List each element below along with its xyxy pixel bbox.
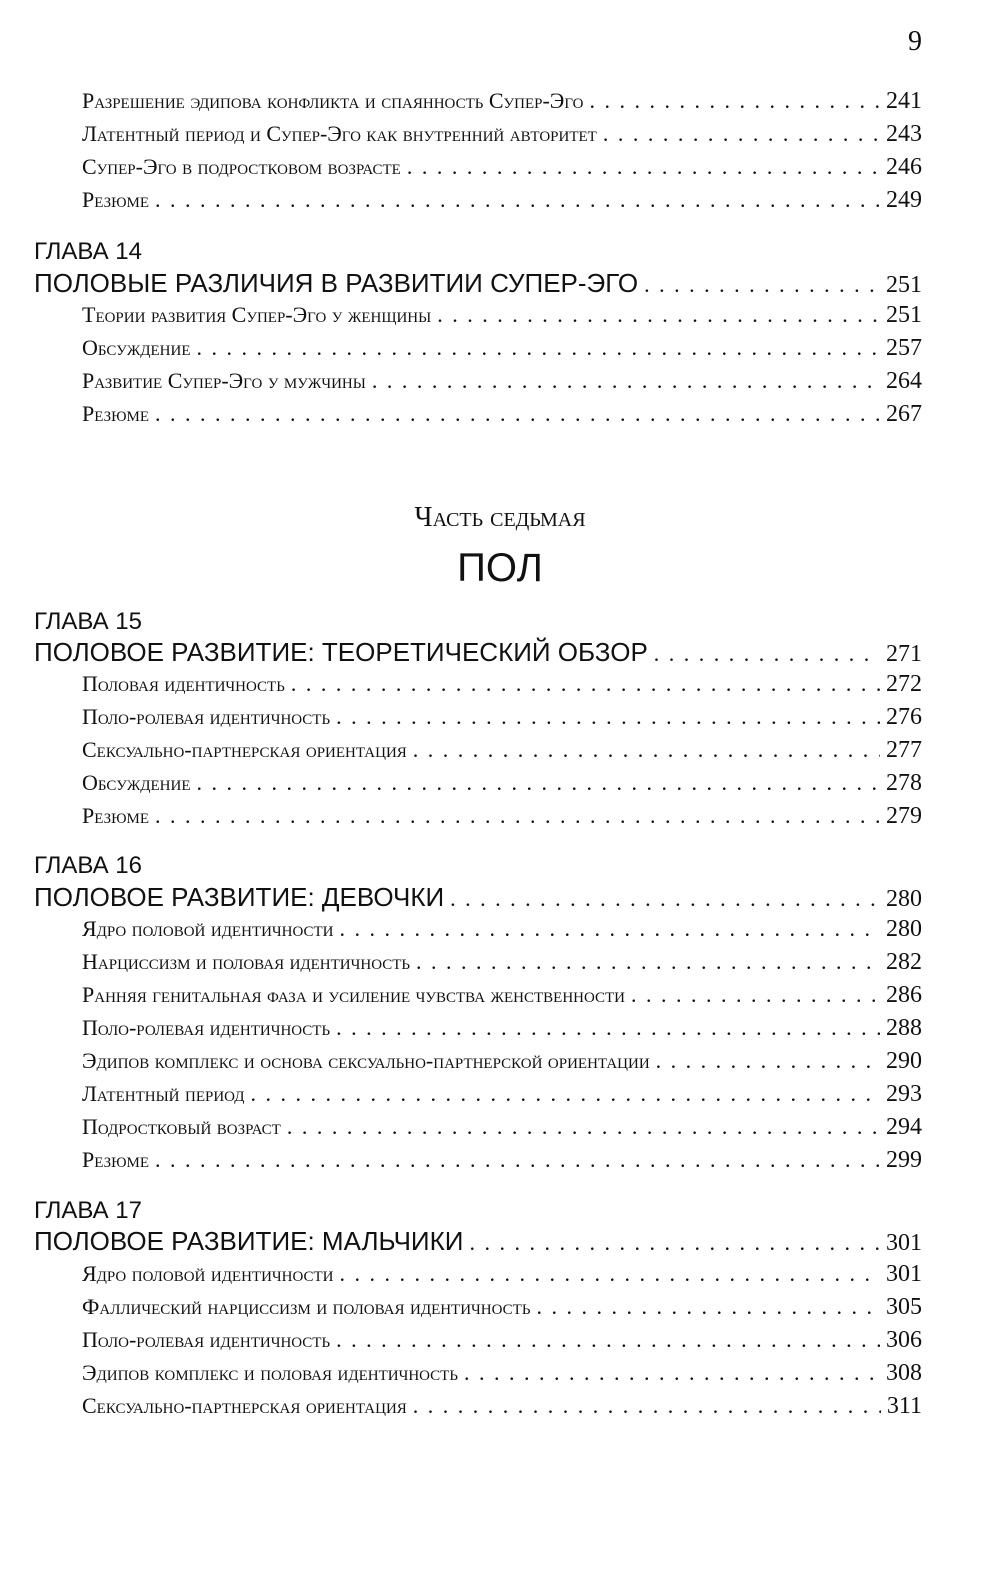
toc-entry-page: 267 (886, 401, 922, 427)
toc-entry-title: Резюме (82, 803, 150, 828)
toc-entry[interactable] (82, 982, 922, 1014)
toc-entry[interactable] (82, 916, 922, 948)
chapter-label: ГЛАВА 15 (34, 608, 142, 635)
toc-entry-page: 308 (886, 1360, 922, 1386)
leader-dots (631, 982, 880, 1008)
toc-entry-page: 288 (886, 1015, 922, 1041)
toc-entry[interactable] (82, 1261, 922, 1293)
toc-entry-page: 277 (886, 737, 922, 763)
chapter-title-entry[interactable] (34, 268, 922, 302)
toc-entry[interactable] (82, 1015, 922, 1047)
part-subtitle: Часть седьмая (414, 502, 586, 533)
leader-dots (437, 302, 880, 328)
chapter-title-entry[interactable] (34, 1226, 922, 1260)
toc-entry-page: 301 (886, 1261, 922, 1287)
toc-entry-title: Фаллический нарциссизм и половая идентичность (82, 1294, 531, 1319)
toc-entry-page: 293 (886, 1081, 922, 1107)
toc-entry[interactable] (82, 401, 922, 433)
leader-dots (251, 1081, 881, 1107)
chapter-title-entry[interactable] (34, 637, 922, 671)
leader-dots (469, 1230, 880, 1256)
toc-entry-page: 282 (886, 949, 922, 975)
chapter-title-entry[interactable] (34, 882, 922, 916)
toc-entry-page: 249 (886, 187, 922, 213)
toc-entry[interactable] (82, 1294, 922, 1326)
leader-dots (589, 88, 880, 114)
toc-entry-page: 290 (886, 1048, 922, 1074)
toc-entry-page: 251 (886, 302, 922, 328)
leader-dots (416, 949, 880, 975)
chapter-page: 280 (886, 886, 922, 912)
leader-dots (155, 187, 880, 213)
leader-dots (155, 803, 880, 829)
toc-entry-title: Ядро половой идентичности (82, 916, 334, 941)
leader-dots (407, 154, 880, 180)
leader-dots (287, 1114, 880, 1140)
toc-entry[interactable] (82, 1048, 922, 1080)
toc-entry[interactable] (82, 1393, 922, 1425)
toc-entry-title: Резюме (82, 187, 150, 212)
leader-dots (155, 401, 880, 427)
toc-entry-page: 243 (886, 121, 922, 147)
toc-entry-title: Обсуждение (82, 770, 191, 795)
toc-entry-title: Разрешение эдипова конфликта и спаянность Супер-Эго (82, 88, 584, 113)
toc-entry-title: Поло-ролевая идентичность (82, 704, 331, 729)
toc-entry-page: 294 (886, 1114, 922, 1140)
toc-entry-title: Подростковый возраст (82, 1114, 281, 1139)
toc-entry[interactable] (82, 302, 922, 334)
toc-entry[interactable] (82, 737, 922, 769)
toc-entry-page: 276 (886, 704, 922, 730)
toc-entry-page: 272 (886, 671, 922, 697)
toc-entry-title: Ядро половой идентичности (82, 1261, 334, 1286)
toc-entry[interactable] (82, 368, 922, 400)
toc-entry[interactable] (82, 1114, 922, 1146)
leader-dots (336, 704, 880, 730)
leader-dots (340, 916, 880, 942)
toc-entry-title: Ранняя генитальная фаза и усиление чувства женственности (82, 982, 625, 1007)
toc-entry-page: 305 (886, 1294, 922, 1320)
leader-dots (450, 886, 880, 912)
toc-entry-title: Нарциссизм и половая идентичность (82, 949, 411, 974)
toc-entry[interactable] (82, 949, 922, 981)
toc-entry[interactable] (82, 187, 922, 219)
toc-entry[interactable] (82, 1147, 922, 1179)
leader-dots (336, 1327, 880, 1353)
chapter-page: 251 (886, 272, 922, 298)
toc-entry[interactable] (82, 88, 922, 120)
toc-entry-title: Обсуждение (82, 335, 191, 360)
chapter-label: ГЛАВА 14 (34, 238, 142, 265)
toc-entry[interactable] (82, 335, 922, 367)
toc-entry-title: Эдипов комплекс и половая идентичность (82, 1360, 458, 1385)
chapter-title: ПОЛОВЫЕ РАЗЛИЧИЯ В РАЗВИТИИ СУПЕР-ЭГО (34, 268, 639, 298)
leader-dots (413, 1393, 881, 1419)
leader-dots (644, 272, 880, 298)
toc-entry[interactable] (82, 121, 922, 153)
chapter-page: 271 (886, 641, 922, 667)
toc-entry-title: Теории развития Супер-Эго у женщины (82, 302, 432, 327)
leader-dots (536, 1294, 880, 1320)
toc-entry[interactable] (82, 671, 922, 703)
toc-entry-page: 299 (886, 1147, 922, 1173)
page-number: 9 (908, 26, 922, 57)
toc-entry-page: 279 (886, 803, 922, 829)
toc-entry-page: 241 (886, 88, 922, 114)
toc-entry-title: Эдипов комплекс и основа сексуально-партнерской ориентации (82, 1048, 650, 1073)
leader-dots (654, 641, 880, 667)
toc-entry[interactable] (82, 1360, 922, 1392)
toc-entry-title: Поло-ролевая идентичность (82, 1327, 331, 1352)
leader-dots (155, 1147, 880, 1173)
toc-entry-title: Поло-ролевая идентичность (82, 1015, 331, 1040)
leader-dots (656, 1048, 880, 1074)
leader-dots (291, 671, 880, 697)
toc-entry-page: 286 (886, 982, 922, 1008)
leader-dots (336, 1015, 880, 1041)
leader-dots (340, 1261, 880, 1287)
toc-entry-page: 257 (886, 335, 922, 361)
chapter-label: ГЛАВА 17 (34, 1197, 142, 1224)
toc-entry-title: Сексуально-партнерская ориентация (82, 737, 407, 762)
toc-entry-title: Развитие Супер-Эго у мужчины (82, 368, 366, 393)
toc-entry[interactable] (82, 1327, 922, 1359)
toc-entry[interactable] (82, 154, 922, 186)
toc-entry[interactable] (82, 803, 922, 835)
toc-entry[interactable] (82, 704, 922, 736)
leader-dots (372, 368, 880, 394)
part-title: ПОЛ (457, 546, 543, 590)
toc-entry-title: Супер-Эго в подростковом возрасте (82, 154, 401, 179)
leader-dots (197, 770, 881, 796)
toc-entry[interactable] (82, 770, 922, 802)
leader-dots (464, 1360, 880, 1386)
toc-entry[interactable] (82, 1081, 922, 1113)
toc-entry-page: 246 (886, 154, 922, 180)
toc-entry-page: 264 (886, 368, 922, 394)
chapter-page: 301 (886, 1230, 922, 1256)
toc-entry-title: Резюме (82, 1147, 150, 1172)
toc-entry-page: 306 (886, 1327, 922, 1353)
toc-entry-title: Сексуально-партнерская ориентация (82, 1393, 407, 1418)
toc-entry-title: Латентный период (82, 1081, 245, 1106)
leader-dots (197, 335, 881, 361)
leader-dots (603, 121, 880, 147)
chapter-title: ПОЛОВОЕ РАЗВИТИЕ: МАЛЬЧИКИ (34, 1226, 464, 1256)
toc-entry-title: Половая идентичность (82, 671, 285, 696)
toc-entry-page: 311 (886, 1393, 922, 1419)
toc-entry-page: 278 (886, 770, 922, 796)
toc-entry-title: Резюме (82, 401, 150, 426)
toc-entry-title: Латентный период и Супер-Эго как внутренний авторитет (82, 121, 597, 146)
leader-dots (413, 737, 880, 763)
chapter-label: ГЛАВА 16 (34, 852, 142, 879)
chapter-title: ПОЛОВОЕ РАЗВИТИЕ: ДЕВОЧКИ (34, 882, 445, 912)
toc-entry-page: 280 (886, 916, 922, 942)
chapter-title: ПОЛОВОЕ РАЗВИТИЕ: ТЕОРЕТИЧЕСКИЙ ОБЗОР (34, 637, 648, 667)
